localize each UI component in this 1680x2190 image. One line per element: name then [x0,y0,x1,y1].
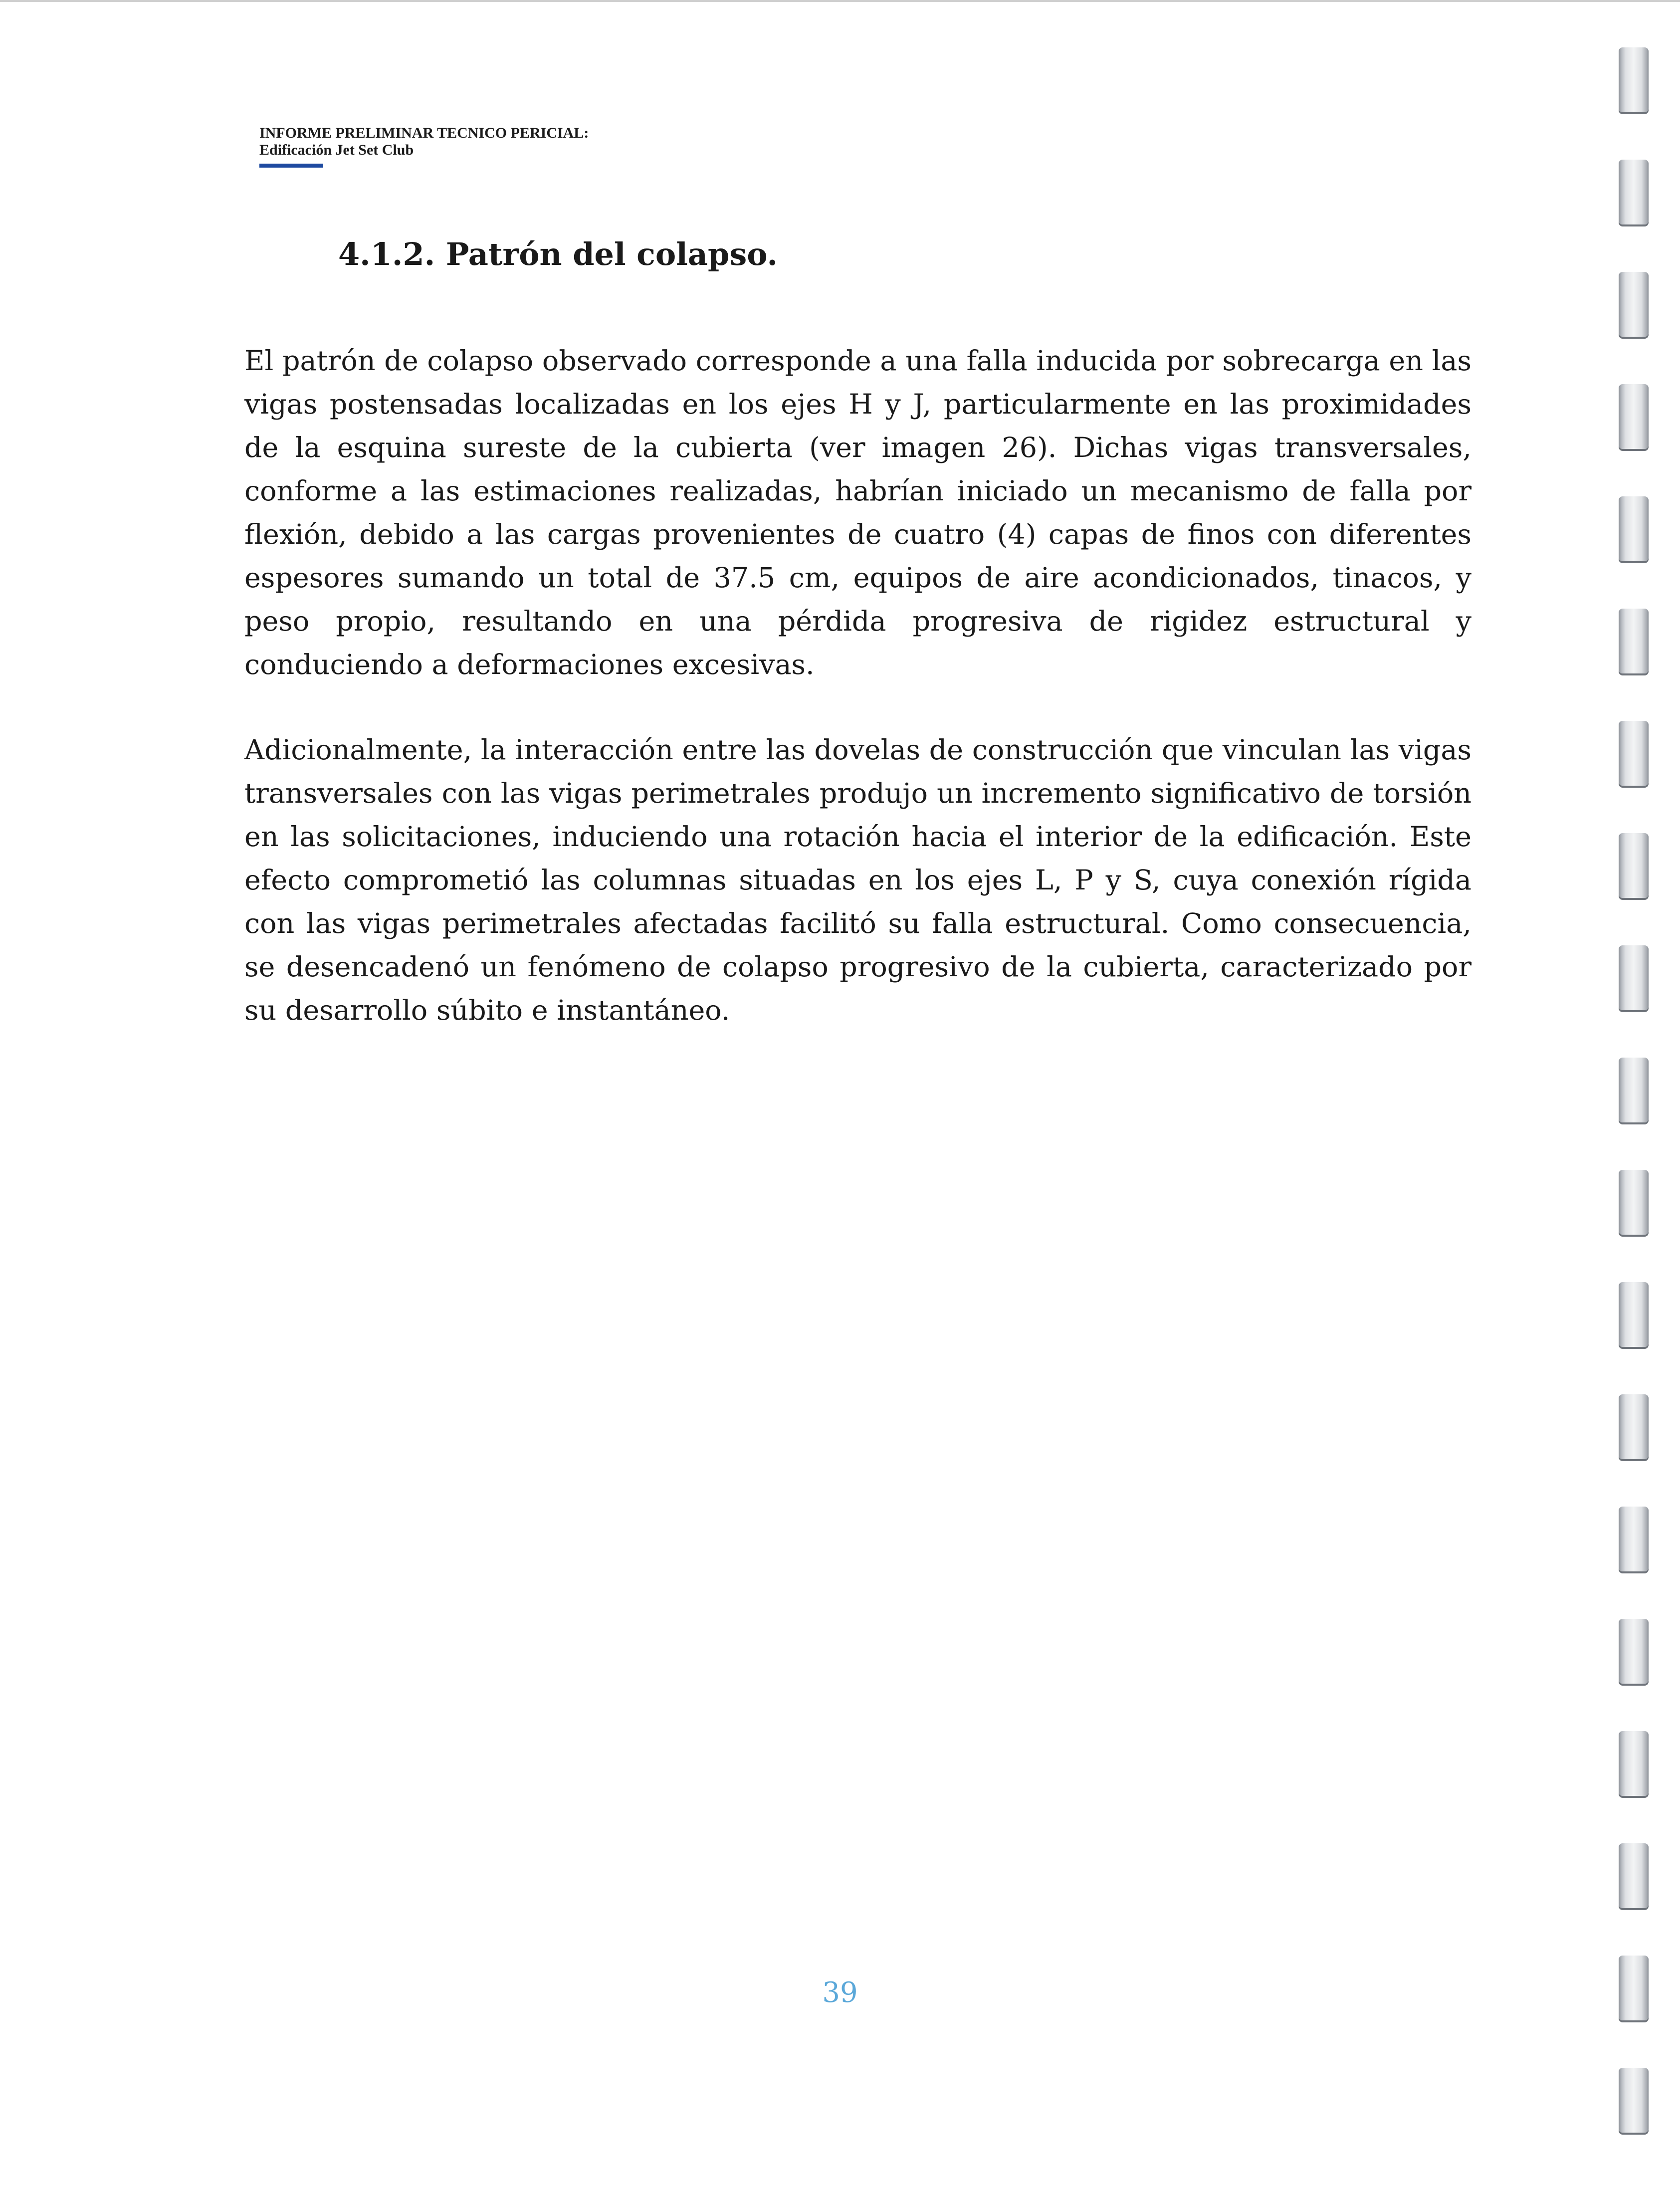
binder-hole [1619,1170,1649,1235]
binder-hole [1619,945,1649,1010]
header-accent-bar [259,164,323,168]
document-header [259,125,589,168]
paragraph-collapse-pattern: El patrón de colapso observado corresponde a una falla inducida por sobrecarga en las vigas postensadas localizadas en los ejes H y J, particularmente en las proximidades de la esquina sureste de la cubierta (ver imagen 26). Dichas vigas transversales, conforme a las estimaciones realizadas, habrían iniciado un mecanismo de falla por flexión, debido a las cargas provenientes de cuatro (4) capas de finos con diferentes espesores sumando un total de 37.5 cm, equipos de aire acondicionados, tinacos, y peso propio, resultando en una pérdida progresiva de rigidez estructural y conduciendo a deformaciones excesivas. [244,345,1471,681]
binder-hole [1619,272,1649,337]
binder-hole [1619,833,1649,898]
binder-hole [1619,1282,1649,1347]
binder-hole [1619,1394,1649,1459]
binder-holes [1619,47,1649,2178]
header-building-name: Edificación Jet Set Club [259,142,414,158]
binder-hole [1619,721,1649,786]
binder-hole [1619,1058,1649,1122]
binder-hole [1619,1619,1649,1684]
binder-hole [1619,160,1649,224]
binder-hole [1619,1731,1649,1796]
binder-hole [1619,384,1649,449]
section-title: 4.1.2. Patrón del colapso. [338,236,778,272]
binder-hole [1619,609,1649,673]
top-scan-edge [0,0,1680,2]
binder-hole [1619,1507,1649,1571]
binder-hole [1619,496,1649,561]
binder-hole [1619,2068,1649,2133]
header-report-title: INFORME PRELIMINAR TECNICO PERICIAL: [259,125,589,141]
binder-hole [1619,1843,1649,1908]
binder-hole [1619,47,1649,112]
binder-hole [1619,1956,1649,2020]
page-number: 39 [822,1976,858,2009]
paragraph-additional-effects: Adicionalmente, la interacción entre las dovelas de construcción que vinculan las vigas transversales con las vigas perimetrales produjo un incremento significativo de torsión en las solicitaciones, induciendo una rotación hacia el interior de la edificación. Este efecto comprometió las columnas situadas en los ejes L, P y S, cuya conexión rígida con las vigas perimetrales afectadas facilitó su falla estructural. Como consecuencia, se desencadenó un fenómeno de colapso progresivo de la cubierta, caracterizado por su desarrollo súbito e instantáneo. [244,734,1471,1027]
